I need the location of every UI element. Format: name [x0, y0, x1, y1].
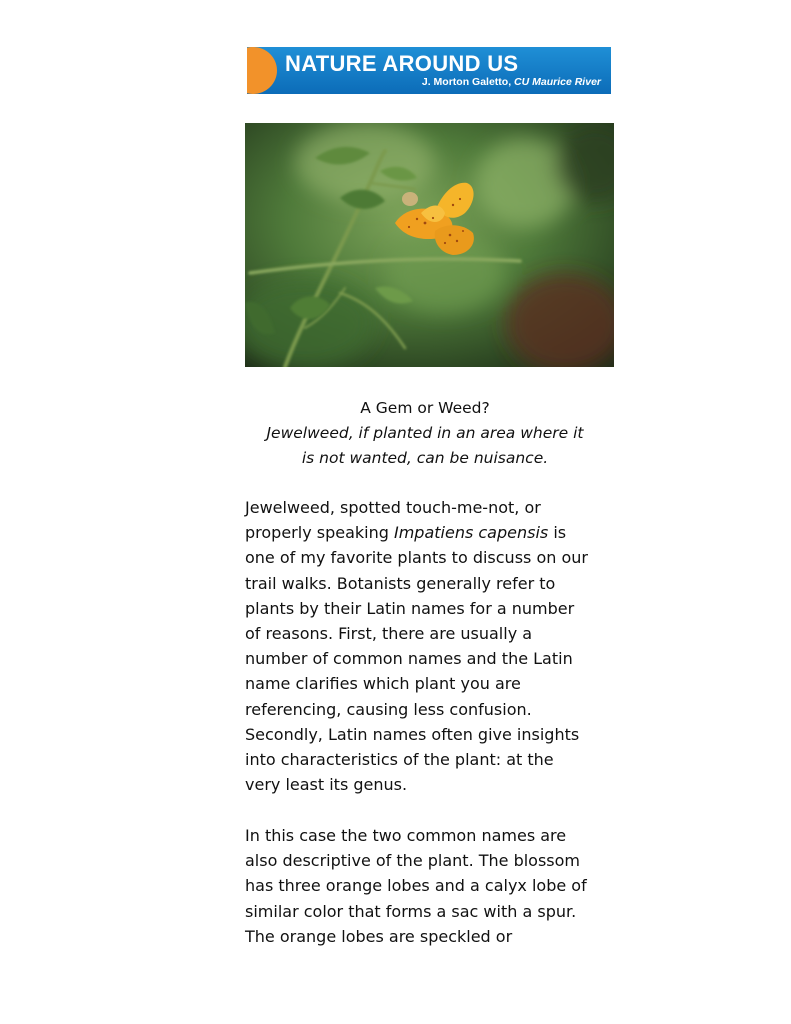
text-line: plants by their Latin names for a number — [245, 598, 575, 618]
caption-line-2: is not wanted, can be nuisance. — [301, 449, 549, 467]
text-line: one of my favorite plants to discuss on our — [245, 548, 588, 568]
text-line: Jewelweed, spotted touch-me-not, or — [245, 498, 541, 517]
latin-name: Impatiens capensis — [393, 523, 549, 543]
banner-author: J. Morton Galetto, — [421, 76, 515, 88]
banner-org: CU Maurice River — [514, 76, 601, 88]
banner-orange-circle — [247, 47, 277, 94]
header-banner — [247, 47, 611, 94]
text-line: In this case the two common names are — [245, 826, 567, 845]
photo-illustration — [245, 123, 614, 367]
text-line: number of common names and the Latin — [245, 649, 573, 669]
photo-caption — [245, 396, 605, 471]
text-line: The orange lobes are speckled or — [245, 926, 513, 946]
paragraph-2 — [245, 823, 615, 949]
text-line: referencing, causing less confusion. — [245, 699, 532, 719]
caption-title: A Gem or Weed? — [360, 399, 490, 417]
text-line: also descriptive of the plant. The blossom — [245, 851, 581, 871]
text-line: has three orange lobes and a calyx lobe of — [245, 876, 587, 896]
paragraph-1 — [245, 495, 615, 797]
banner-title: NATURE AROUND US — [285, 51, 519, 76]
text-line: into characteristics of the plant: at the — [245, 750, 554, 770]
text-fragment: is — [548, 523, 567, 543]
text-line: very least its genus. — [245, 775, 408, 795]
text-fragment: properly speaking — [245, 523, 394, 543]
text-line: name clarifies which plant you are — [245, 674, 521, 694]
text-line: Secondly, Latin names often give insights — [245, 724, 580, 744]
text-line: trail walks. Botanists generally refer to — [245, 573, 556, 593]
text-line: similar color that forms a sac with a spur. — [245, 901, 577, 921]
jewelweed-photo — [245, 123, 614, 367]
text-line — [245, 520, 615, 545]
text-line: of reasons. First, there are usually a — [245, 624, 533, 644]
caption-line-1: Jewelweed, if planted in an area where it — [266, 424, 584, 442]
banner-byline — [422, 76, 601, 88]
